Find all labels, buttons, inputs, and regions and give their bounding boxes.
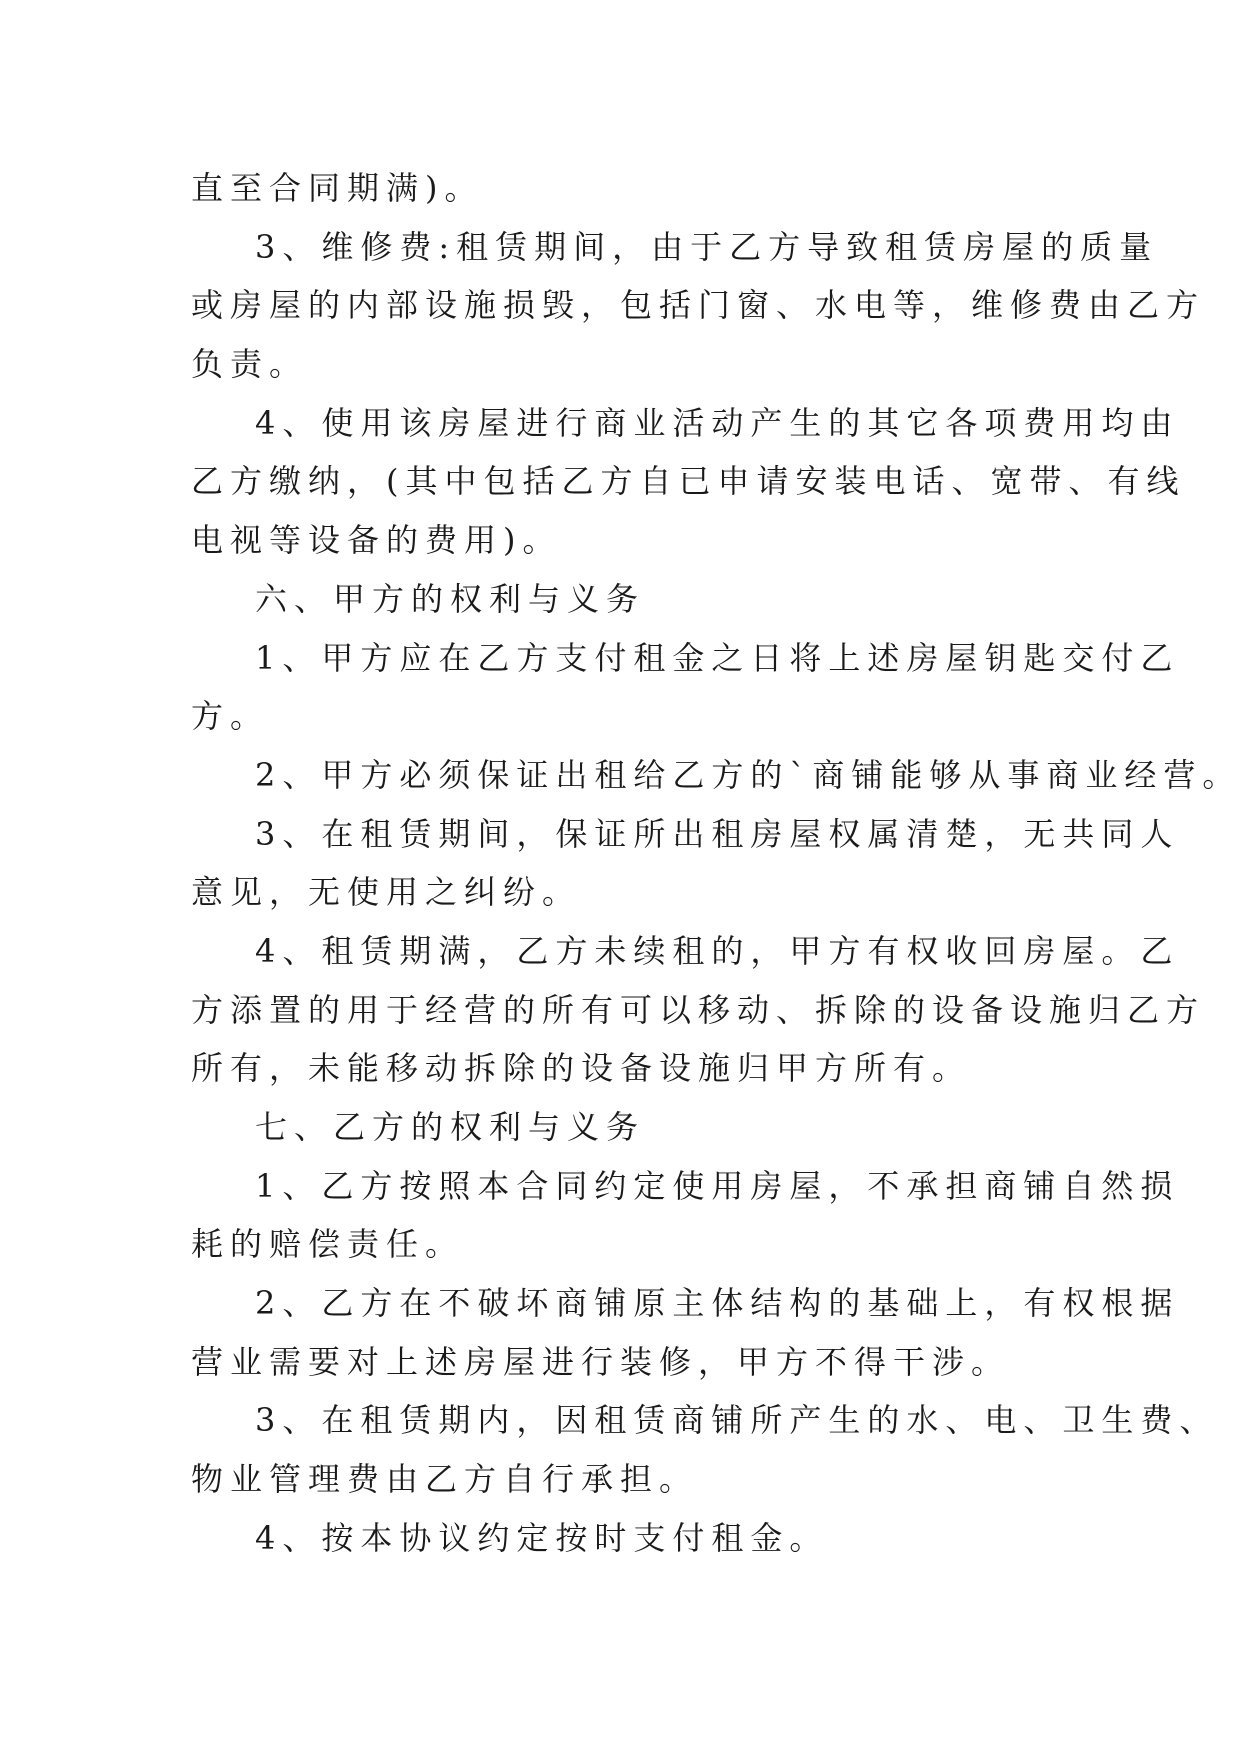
text-line: 1、乙方按照本合同约定使用房屋，不承担商铺自然损: [255, 1166, 1180, 1205]
section-heading: 六、甲方的权利与义务: [255, 579, 646, 618]
text-line: 乙方缴纳，(其中包括乙方自已申请安装电话、宽带、有线: [191, 462, 1186, 501]
text-line: 2、甲方必须保证出租给乙方的`商铺能够从事商业经营。: [255, 755, 1241, 794]
text-line: 意见，无使用之纠纷。: [191, 873, 582, 912]
text-line: 4、使用该房屋进行商业活动产生的其它各项费用均由: [255, 403, 1180, 442]
text-line: 方添置的用于经营的所有可以移动、拆除的设备设施归乙方: [191, 990, 1206, 1029]
text-line: 3、在租赁期内，因租赁商铺所产生的水、电、卫生费、: [255, 1401, 1219, 1440]
text-line: 耗的赔偿责任。: [191, 1225, 465, 1264]
text-line: 4、租赁期满，乙方未续租的，甲方有权收回房屋。乙: [255, 931, 1180, 970]
text-line: 1、甲方应在乙方支付租金之日将上述房屋钥匙交付乙: [255, 638, 1180, 677]
text-line: 所有，未能移动拆除的设备设施归甲方所有。: [191, 1049, 972, 1088]
text-line: 直至合同期满)。: [191, 169, 484, 207]
text-line: 3、维修费:租赁期间，由于乙方导致租赁房屋的质量: [255, 227, 1159, 266]
text-line: 负责。: [191, 345, 309, 384]
section-heading: 七、乙方的权利与义务: [255, 1108, 646, 1146]
text-line: 方。: [191, 697, 270, 736]
document-body: [191, 159, 1241, 1568]
text-line: 2、乙方在不破坏商铺原主体结构的基础上，有权根据: [255, 1284, 1180, 1323]
text-line: 3、在租赁期间，保证所出租房屋权属清楚，无共同人: [255, 814, 1180, 853]
text-line: 营业需要对上述房屋进行装修，甲方不得干涉。: [191, 1342, 1011, 1381]
text-line: 电视等设备的费用)。: [191, 521, 562, 560]
text-line: 物业管理费由乙方自行承担。: [191, 1460, 699, 1499]
text-line: 或房屋的内部设施损毁，包括门窗、水电等，维修费由乙方: [191, 286, 1206, 325]
text-line: 4、按本协议约定按时支付租金。: [255, 1518, 829, 1557]
